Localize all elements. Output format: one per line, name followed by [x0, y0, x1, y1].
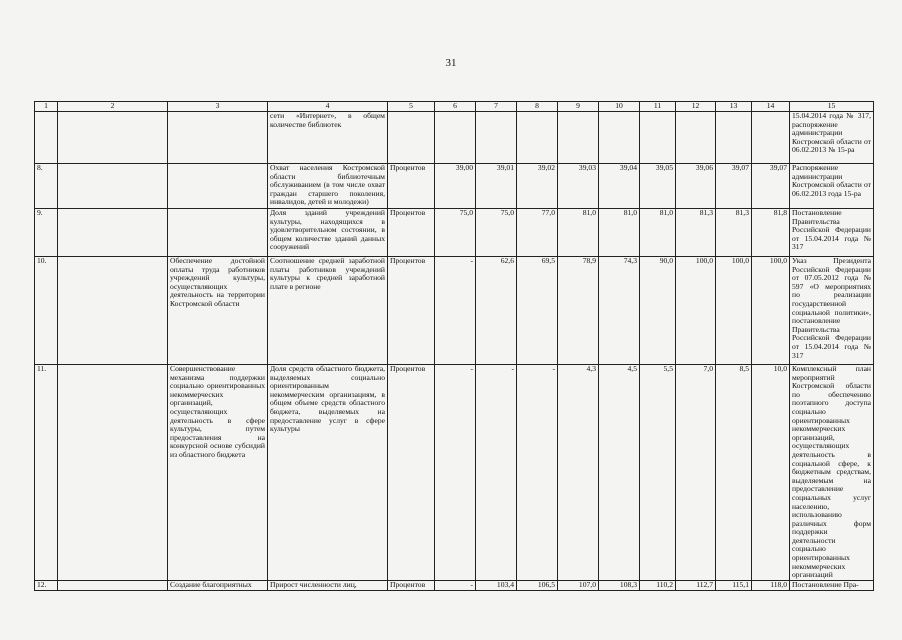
value-cell	[640, 112, 676, 164]
value-cell: 103,4	[476, 580, 517, 590]
goal-cell: Создание благоприятных	[168, 580, 268, 590]
value-cell	[558, 112, 599, 164]
value-cell: 81,3	[716, 209, 752, 257]
value-cell: 4,3	[558, 365, 599, 581]
table-row	[35, 112, 874, 164]
legal-basis-cell: Постановление Пра-	[790, 580, 874, 590]
value-cell: 115,1	[716, 580, 752, 590]
value-cell: 75,0	[476, 209, 517, 257]
value-cell: 118,0	[752, 580, 790, 590]
table-row	[35, 164, 874, 209]
value-cell: 62,6	[476, 257, 517, 365]
column-number-header: 8	[517, 102, 558, 112]
column-number-header: 9	[558, 102, 599, 112]
value-cell: 39,03	[558, 164, 599, 209]
indicator-cell: сети «Интернет», в общем количестве библиотек	[268, 112, 388, 164]
indicator-cell: Доля средств областного бюджета, выделяемых социально ориентированным некоммерческим организациям, в общем объеме средств областного бюджета, выделяемых на предоставление услуг в сфере культуры	[268, 365, 388, 581]
value-cell	[752, 112, 790, 164]
value-cell	[676, 112, 716, 164]
row-number-cell: 11.	[35, 365, 58, 581]
value-cell: -	[517, 365, 558, 581]
value-cell: 100,0	[752, 257, 790, 365]
column-number-header: 14	[752, 102, 790, 112]
value-cell: 112,7	[676, 580, 716, 590]
value-cell: 106,5	[517, 580, 558, 590]
column-number-header: 15	[790, 102, 874, 112]
value-cell: 4,5	[599, 365, 640, 581]
column-number-header: 13	[716, 102, 752, 112]
goal-cell	[168, 209, 268, 257]
row-number-cell: 10.	[35, 257, 58, 365]
column-number-header: 5	[388, 102, 435, 112]
value-cell: 39,02	[517, 164, 558, 209]
indicator-cell: Соотношение средней заработной платы работников учреждений культуры к средней заработной плате в регионе	[268, 257, 388, 365]
goal-cell	[168, 164, 268, 209]
legal-basis-cell: Постановление Правительства Российской Федерации от 15.04.2014 года № 317	[790, 209, 874, 257]
value-cell: -	[435, 580, 476, 590]
value-cell: -	[476, 365, 517, 581]
indicator-cell: Охват населения Костромской области библиотечным обслуживанием (в том числе охват граждан старшего поколения, инвалидов, детей и молодежи)	[268, 164, 388, 209]
indicator-cell: Доля зданий учреждений культуры, находящихся в удовлетворительном состоянии, в общем количестве зданий данных сооружений	[268, 209, 388, 257]
value-cell: 39,06	[676, 164, 716, 209]
column-number-header: 2	[58, 102, 168, 112]
legal-basis-cell: Распоряжение администрации Костромской области от 06.02.2013 года 15-ра	[790, 164, 874, 209]
legal-basis-cell: Указ Президента Российской Федерации от 07.05.2012 года № 597 «О мероприятиях по реализации государственной социальной политики», постановление Правительства Российской Федерации от 15.04.2014 года № 317	[790, 257, 874, 365]
page-number: 31	[445, 57, 457, 69]
column-number-header: 6	[435, 102, 476, 112]
value-cell: 108,3	[599, 580, 640, 590]
column-number-header: 3	[168, 102, 268, 112]
value-cell: 7,0	[676, 365, 716, 581]
value-cell: 81,0	[558, 209, 599, 257]
column-2-cell	[58, 580, 168, 590]
value-cell: 81,3	[676, 209, 716, 257]
table-row	[35, 257, 874, 365]
goal-cell: Совершенствование механизма поддержки социально ориентированных некоммерческих организаций, осуществляющих деятельность в сфере культуры, путем предоставления на конкурсной основе субсидий из областного бюджета	[168, 365, 268, 581]
value-cell: 39,07	[752, 164, 790, 209]
column-2-cell	[58, 365, 168, 581]
value-cell: 10,0	[752, 365, 790, 581]
value-cell: 39,07	[716, 164, 752, 209]
goal-cell	[168, 112, 268, 164]
value-cell: 81,0	[599, 209, 640, 257]
value-cell	[716, 112, 752, 164]
column-number-header: 10	[599, 102, 640, 112]
value-cell: 81,0	[640, 209, 676, 257]
value-cell: 39,05	[640, 164, 676, 209]
value-cell: 69,5	[517, 257, 558, 365]
column-number-header: 12	[676, 102, 716, 112]
value-cell	[476, 112, 517, 164]
value-cell: 100,0	[716, 257, 752, 365]
value-cell	[599, 112, 640, 164]
column-number-header: 11	[640, 102, 676, 112]
value-cell	[517, 112, 558, 164]
column-number-header: 1	[35, 102, 58, 112]
column-2-cell	[58, 257, 168, 365]
legal-basis-cell: 15.04.2014 года № 317, распоряжение администрации Костромской области от 06.02.2013 № 15-ра	[790, 112, 874, 164]
column-number-header: 7	[476, 102, 517, 112]
value-cell	[435, 112, 476, 164]
value-cell: -	[435, 257, 476, 365]
column-2-cell	[58, 164, 168, 209]
value-cell: 107,0	[558, 580, 599, 590]
unit-cell: Процентов	[388, 209, 435, 257]
unit-cell: Процентов	[388, 580, 435, 590]
value-cell: 100,0	[676, 257, 716, 365]
row-number-cell: 9.	[35, 209, 58, 257]
column-2-cell	[58, 112, 168, 164]
value-cell: -	[435, 365, 476, 581]
legal-basis-cell: Комплексный план мероприятий Костромской области по обеспечению поэтапного доступа социально ориентированных некоммерческих организаций, осуществляющих деятельность в социальной сфере, к бюджетным средствам, выделяемым на предоставление социальных услуг населению, использованию различных форм поддержки деятельности социально ориентированных некоммерческих организаций	[790, 365, 874, 581]
value-cell: 39,01	[476, 164, 517, 209]
unit-cell	[388, 112, 435, 164]
row-number-cell: 8.	[35, 164, 58, 209]
value-cell: 75,0	[435, 209, 476, 257]
column-number-header: 4	[268, 102, 388, 112]
value-cell: 90,0	[640, 257, 676, 365]
indicator-cell: Прирост численности лиц,	[268, 580, 388, 590]
header-row	[35, 102, 874, 112]
value-cell: 74,3	[599, 257, 640, 365]
unit-cell: Процентов	[388, 257, 435, 365]
row-number-cell	[35, 112, 58, 164]
value-cell: 81,8	[752, 209, 790, 257]
value-cell: 78,9	[558, 257, 599, 365]
value-cell: 39,00	[435, 164, 476, 209]
value-cell: 77,0	[517, 209, 558, 257]
unit-cell: Процентов	[388, 164, 435, 209]
value-cell: 5,5	[640, 365, 676, 581]
unit-cell: Процентов	[388, 365, 435, 581]
value-cell: 8,5	[716, 365, 752, 581]
value-cell: 39,04	[599, 164, 640, 209]
row-number-cell: 12.	[35, 580, 58, 590]
indicators-table	[34, 101, 874, 591]
table-row	[35, 580, 874, 590]
column-2-cell	[58, 209, 168, 257]
table-row	[35, 365, 874, 581]
table-row	[35, 209, 874, 257]
goal-cell: Обеспечение достойной оплаты труда работников учреждений культуры, осуществляющих деятельность на территории Костромской области	[168, 257, 268, 365]
value-cell: 110,2	[640, 580, 676, 590]
